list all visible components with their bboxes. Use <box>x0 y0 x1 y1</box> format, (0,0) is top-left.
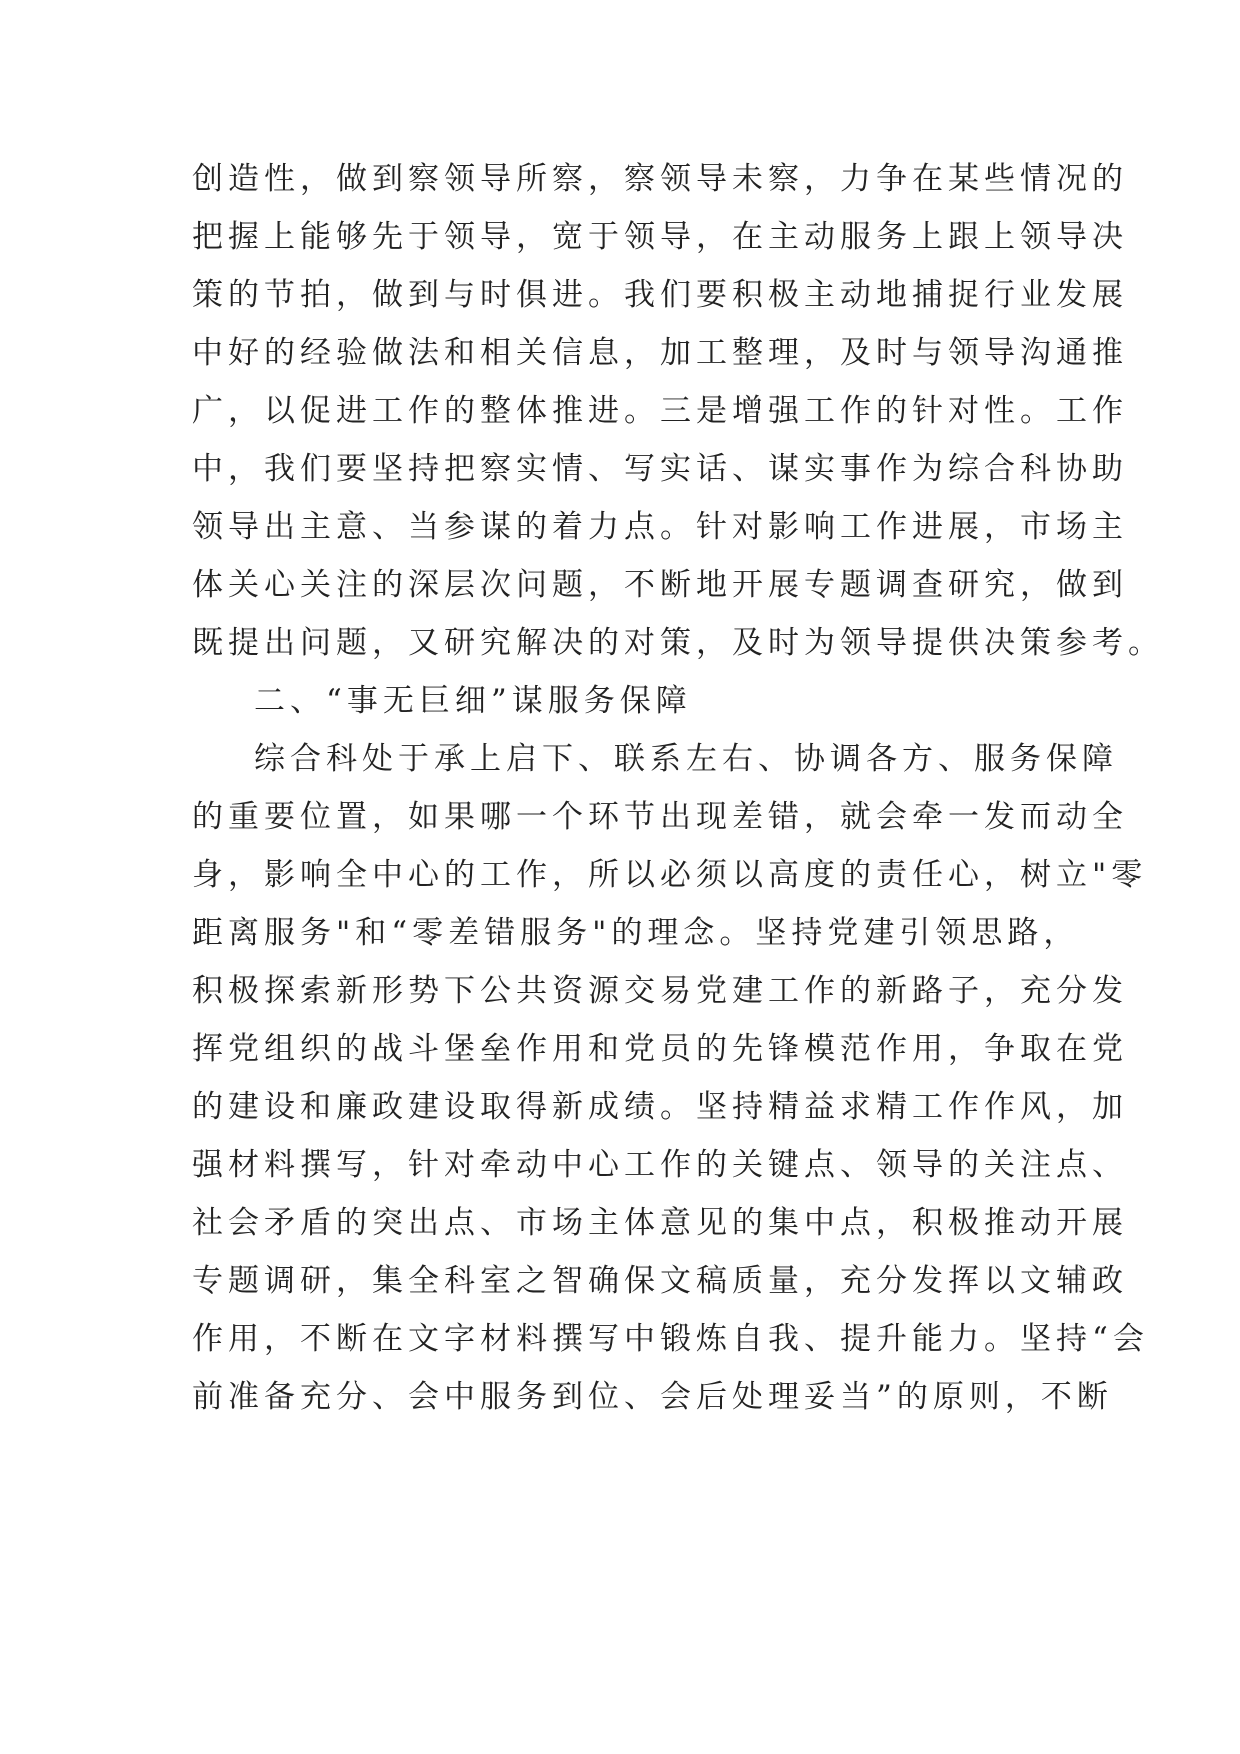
text-line: 创造性，做到察领导所察，察领导未察，力争在某些情况的 <box>192 161 1128 197</box>
document-body <box>192 150 1164 1426</box>
text-line: 的重要位置，如果哪一个环节出现差错，就会牵一发而动全 <box>192 799 1128 835</box>
text-line: 距离服务"和“零差错服务"的理念。坚持党建引领思路， <box>192 915 1080 951</box>
text-line: 前准备充分、会中服务到位、会后处理妥当”的原则，不断 <box>192 1379 1113 1415</box>
text-line: 综合科处于承上启下、联系左右、协调各方、服务保障 <box>254 741 1118 777</box>
text-line: 作用，不断在文字材料撰写中锻炼自我、提升能力。坚持“会 <box>192 1321 1149 1357</box>
text-line: 策的节拍，做到与时俱进。我们要积极主动地捕捉行业发展 <box>192 277 1128 313</box>
text-line: 广，以促进工作的整体推进。三是增强工作的针对性。工作 <box>192 393 1128 429</box>
text-line: 中好的经验做法和相关信息，加工整理，及时与领导沟通推 <box>192 335 1128 371</box>
text-line: 挥党组织的战斗堡垒作用和党员的先锋模范作用，争取在党 <box>192 1031 1128 1067</box>
text-line: 把握上能够先于领导，宽于领导，在主动服务上跟上领导决 <box>192 219 1128 255</box>
text-line: 的建设和廉政建设取得新成绩。坚持精益求精工作作风，加 <box>192 1089 1128 1125</box>
text-line: 既提出问题，又研究解决的对策，及时为领导提供决策参考。 <box>192 625 1164 661</box>
text-line: 体关心关注的深层次问题，不断地开展专题调查研究，做到 <box>192 567 1128 603</box>
text-line: 积极探索新形势下公共资源交易党建工作的新路子，充分发 <box>192 973 1128 1009</box>
text-line: 专题调研，集全科室之智确保文稿质量，充分发挥以文辅政 <box>192 1263 1128 1299</box>
text-line: 领导出主意、当参谋的着力点。针对影响工作进展，市场主 <box>192 509 1128 545</box>
text-line: 强材料撰写，针对牵动中心工作的关键点、领导的关注点、 <box>192 1147 1128 1183</box>
text-line: 中，我们要坚持把察实情、写实话、谋实事作为综合科协助 <box>192 451 1128 487</box>
section-heading: 二、“事无巨细”谋服务保障 <box>254 683 692 719</box>
text-line: 身，影响全中心的工作，所以必须以高度的责任心，树立"零 <box>192 857 1148 893</box>
text-line: 社会矛盾的突出点、市场主体意见的集中点，积极推动开展 <box>192 1205 1128 1241</box>
